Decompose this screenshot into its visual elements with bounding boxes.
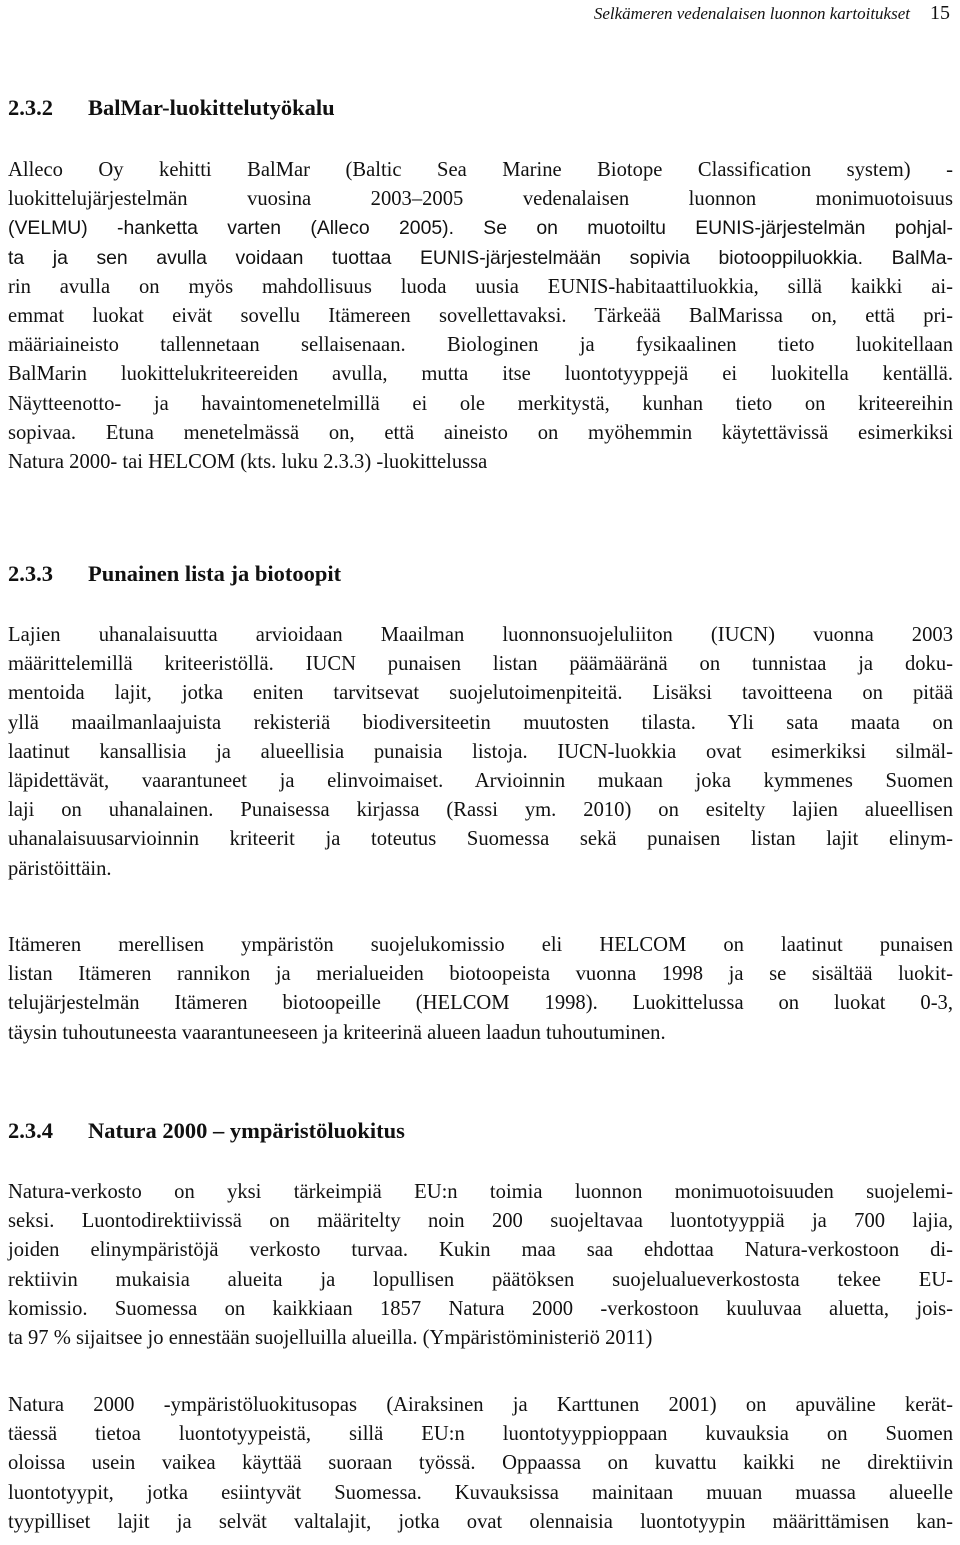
text-line: (VELMU) -hanketta varten (Alleco 2005). Se on muotoiltu EUNIS-järjestelmän pohjal- [8,217,953,240]
text-line: uhanalaisuusarvioinnin kriteerit ja toteutus Suomessa sekä punaisen listan lajit elinym- [8,828,953,851]
text-line: joiden elinympäristöjä verkosto turvaa. Kukin maa saa ehdottaa Natura-verkostoon di- [8,1239,953,1262]
section-heading-2-3-3 [8,560,341,588]
text-line: rin avulla on myös mahdollisuus luoda uusia EUNIS-habitaattiluokkia, sillä kaikki ai- [8,275,953,298]
paragraph-balmar [8,156,953,477]
text-line: tyypilliset lajit ja selvät valtalajit, jotka ovat olennaisia luontotyypin määrittämisen kan- [8,1510,953,1533]
running-header [594,2,950,25]
text-line: Natura 2000- tai HELCOM (kts. luku 2.3.3) -luokittelussa [8,450,488,473]
text-line: listan Itämeren rannikon ja merialueiden biotoopeista vuonna 1998 ja se sisältää luokit- [8,963,953,986]
paragraph-natura-guide [8,1391,953,1537]
text-line: luontotyypit, jotka esiintyvät Suomessa. Kuvauksissa mainitaan muuan muassa alueelle [8,1481,953,1504]
text-line: emmat luokat eivät sovellu Itämereen sovellettavaksi. Tärkeää BalMarissa on, että pri- [8,304,953,327]
text-line: BalMarin luokittelukriteereiden avulla, mutta itse luontotyyppejä ei luokitella kentällä. [8,363,953,386]
text-line: ta ja sen avulla voidaan tuottaa EUNIS-järjestelmään sopivia biotooppiluokkia. BalMa- [8,246,953,269]
text-line: sopivaa. Etuna menetelmässä on, että aineisto on myöhemmin käytettävissä esimerkiksi [8,421,953,444]
text-line: mentoida lajit, jotka eniten tarvitsevat suojelutoimenpiteitä. Lisäksi tavoitteena on pitää [8,682,953,705]
text-line: Näytteenotto- ja havaintomenetelmillä ei ole merkitystä, kunhan tieto on kriteereihin [8,392,953,415]
section-heading-2-3-4 [8,1117,405,1145]
text-line: täessä tietoa luontotyypeistä, sillä EU:n luontotyyppioppaan kuvauksia on Suomen [8,1423,953,1446]
text-line: seksi. Luontodirektiivissä on määritelty noin 200 suojeltavaa luontotyyppiä ja 700 lajia, [8,1210,953,1233]
text-line: Alleco Oy kehitti BalMar (Baltic Sea Marine Biotope Classification system) - [8,159,953,181]
text-line: luokittelujärjestelmän vuosina 2003–2005 vedenalaisen luonnon monimuotoisuus [8,188,953,211]
text-line: laji on uhanalainen. Punaisessa kirjassa (Rassi ym. 2010) on esitelty lajien alueellisen [8,799,953,822]
text-line: laatinut kansallisia ja alueellisia punaisia listoja. IUCN-luokkia ovat esimerkiksi silmäl- [8,740,953,763]
paragraph-natura-network [8,1178,953,1353]
text-line: päristöittäin. [8,857,112,880]
text-line: täysin tuhoutuneesta vaarantuneeseen ja kriteerinä alueen laadun tuhoutuminen. [8,1021,666,1044]
text-line: telujärjestelmän Itämeren biotoopeille (HELCOM 1998). Luokittelussa on luokat 0-3, [8,992,953,1015]
section-title: Punainen lista ja biotoopit [88,561,342,586]
paragraph-red-list [8,621,953,884]
running-title: Selkämeren vedenalaisen luonnon kartoitukset [593,4,910,23]
text-line: läpidettävät, vaarantuneet ja elinvoimaiset. Arvioinnin mukaan joka kymmenes Suomen [8,769,953,792]
paragraph-helcom [8,931,953,1048]
text-line: komissio. Suomessa on kaikkiaan 1857 Natura 2000 -verkostoon kuuluvaa aluetta, jois- [8,1297,953,1320]
text-line: rektiivin mukaisia alueita ja lopullisen päätöksen suojelualueverkostosta tekee EU- [8,1268,953,1291]
section-heading-2-3-2 [8,94,335,122]
section-number: 2.3.3 [8,561,53,586]
page-number: 15 [930,2,950,24]
text-line: määrittelemillä kriteeristöllä. IUCN punaisen listan päämääränä on tunnistaa ja doku- [8,653,953,676]
section-title: BalMar-luokittelutyökalu [88,95,335,120]
text-line: Lajien uhanalaisuutta arvioidaan Maailman luonnonsuojeluliiton (IUCN) vuonna 2003 [8,624,953,646]
section-number: 2.3.4 [8,1118,53,1143]
text-line: Itämeren merellisen ympäristön suojelukomissio eli HELCOM on laatinut punaisen [8,934,953,956]
section-title: Natura 2000 – ympäristöluokitus [88,1118,405,1143]
text-line: yllä maailmanlaajuista rekisteriä biodiversiteetin muutosten tilasta. Yli sata maata on [8,711,953,734]
text-line: Natura 2000 -ympäristöluokitusopas (Airaksinen ja Karttunen 2001) on apuväline kerät- [8,1394,953,1416]
text-line: oloissa usein vaikea käyttää suoraan työssä. Oppaassa on kuvattu kaikki ne direktiivin [8,1452,953,1475]
text-line: ta 97 % sijaitsee jo ennestään suojelluilla alueilla. (Ympäristöministeriö 2011) [8,1326,653,1349]
text-line: määriaineisto tallennetaan sellaisenaan. Biologinen ja fysikaalinen tieto luokitellaan [8,334,953,357]
section-number: 2.3.2 [8,95,53,120]
text-line: Natura-verkosto on yksi tärkeimpiä EU:n toimia luonnon monimuotoisuuden suojelemi- [8,1181,953,1203]
